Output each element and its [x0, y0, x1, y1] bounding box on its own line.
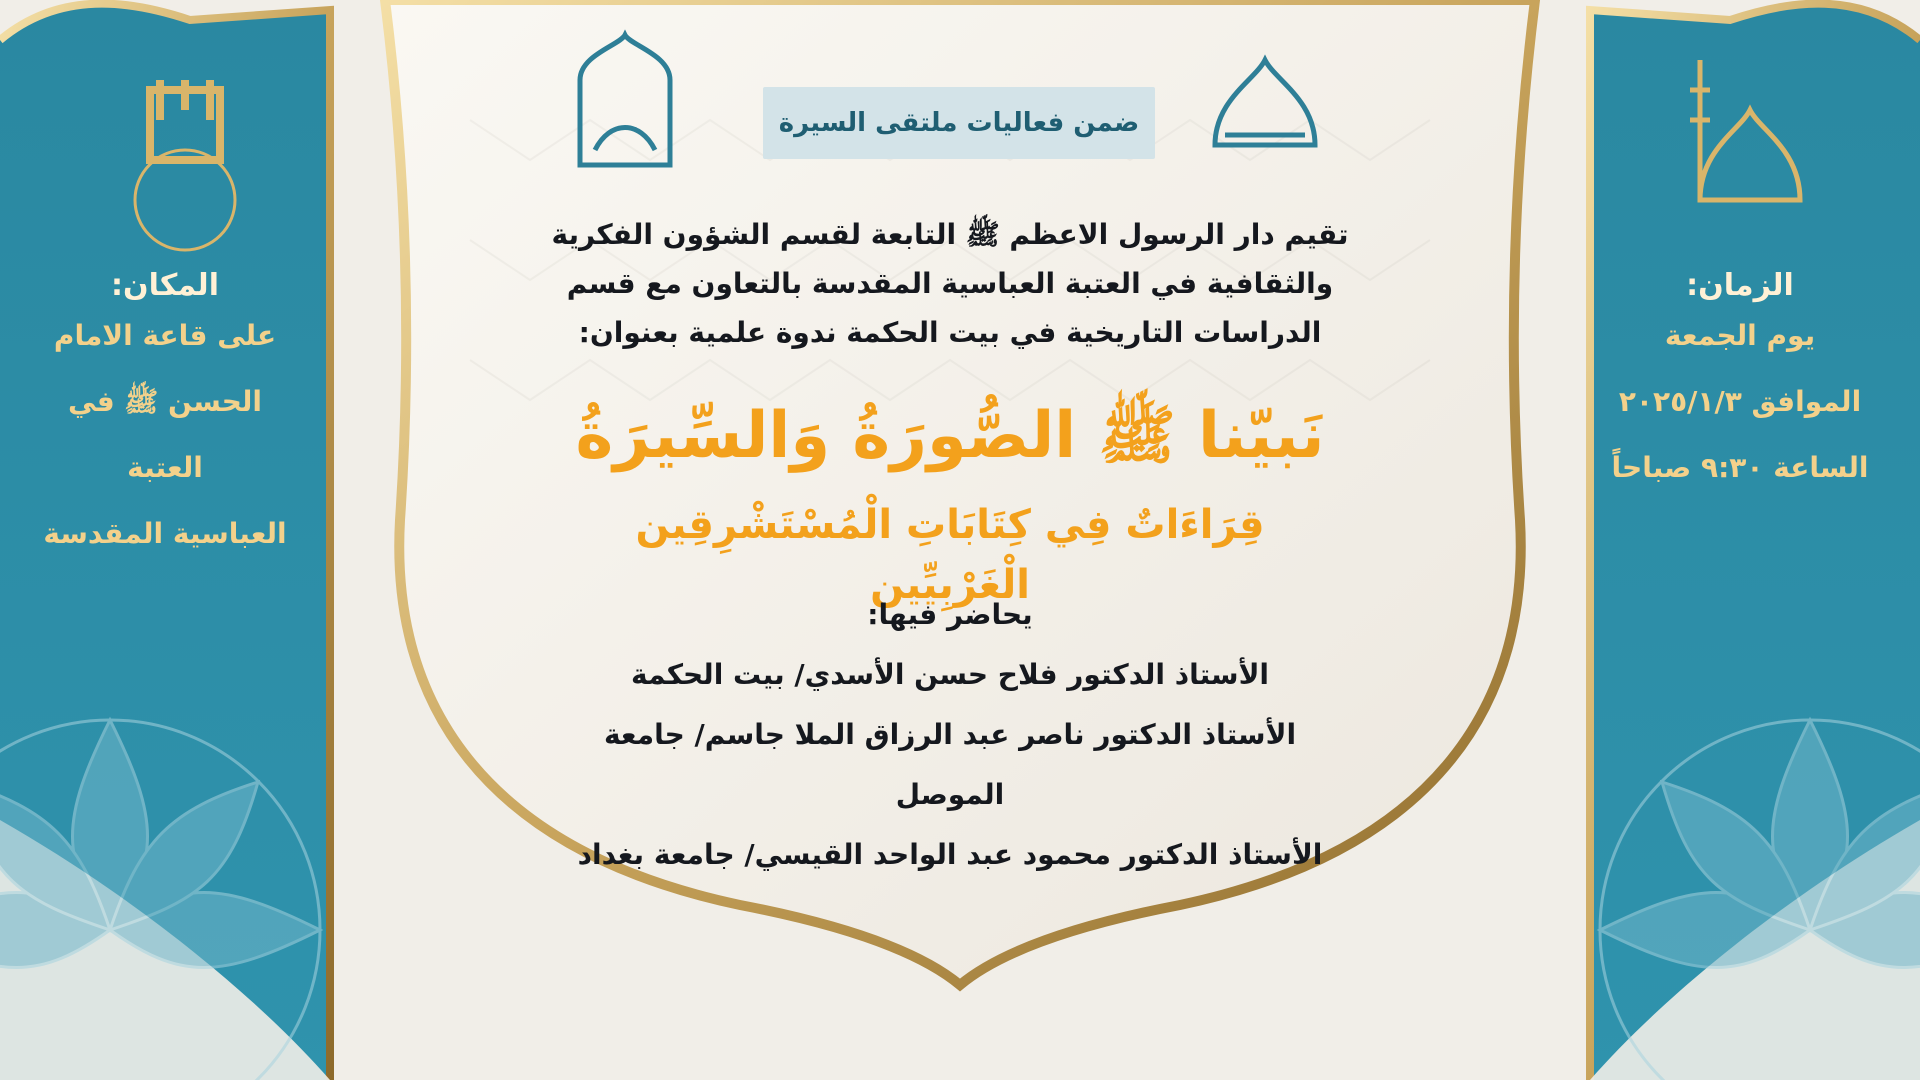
intro-line: تقيم دار الرسول الاعظم ﷺ التابعة لقسم الشؤون الفكرية	[551, 218, 1349, 251]
sub-title: قِرَاءَاتٌ فِي كِتَابَاتِ الْمُسْتَشْرِقِين الْغَرْبِيِّين	[635, 502, 1265, 608]
main-title: نَبيّنا ﷺ الصُّورَةُ وَالسِّيرَةُ	[575, 399, 1325, 473]
intro-line: الدراسات التاريخية في بيت الحكمة ندوة علمية بعنوان:	[578, 316, 1322, 349]
speakers-list	[550, 585, 1350, 885]
time-line: الموافق ٢٠٢٥/١/٣	[1618, 385, 1862, 418]
speaker-item: الأستاذ الدكتور محمود عبد الواحد القيسي/ جامعة بغداد	[577, 838, 1323, 871]
speakers-label: يحاضر فيها:	[867, 598, 1033, 631]
place-line: العباسية المقدسة	[43, 517, 287, 550]
event-banner: ضمن فعاليات ملتقى السيرة	[763, 87, 1155, 159]
place-label: المكان:	[111, 268, 219, 303]
time-label: الزمان:	[1686, 268, 1794, 303]
place-block	[40, 268, 290, 567]
time-line: يوم الجمعة	[1664, 319, 1816, 352]
place-line: الحسن ﷺ في العتبة	[68, 385, 262, 484]
time-line: الساعة ٩:٣٠ صباحاً	[1611, 451, 1869, 484]
place-line: على قاعة الامام	[53, 319, 277, 352]
speaker-item: الأستاذ الدكتور فلاح حسن الأسدي/ بيت الحكمة	[630, 658, 1270, 691]
speaker-item: الأستاذ الدكتور ناصر عبد الرزاق الملا جاسم/ جامعة الموصل	[603, 718, 1297, 811]
time-block	[1600, 268, 1880, 501]
intro-line: والثقافية في العتبة العباسية المقدسة بالتعاون مع قسم	[566, 267, 1334, 300]
intro-text	[550, 210, 1350, 357]
